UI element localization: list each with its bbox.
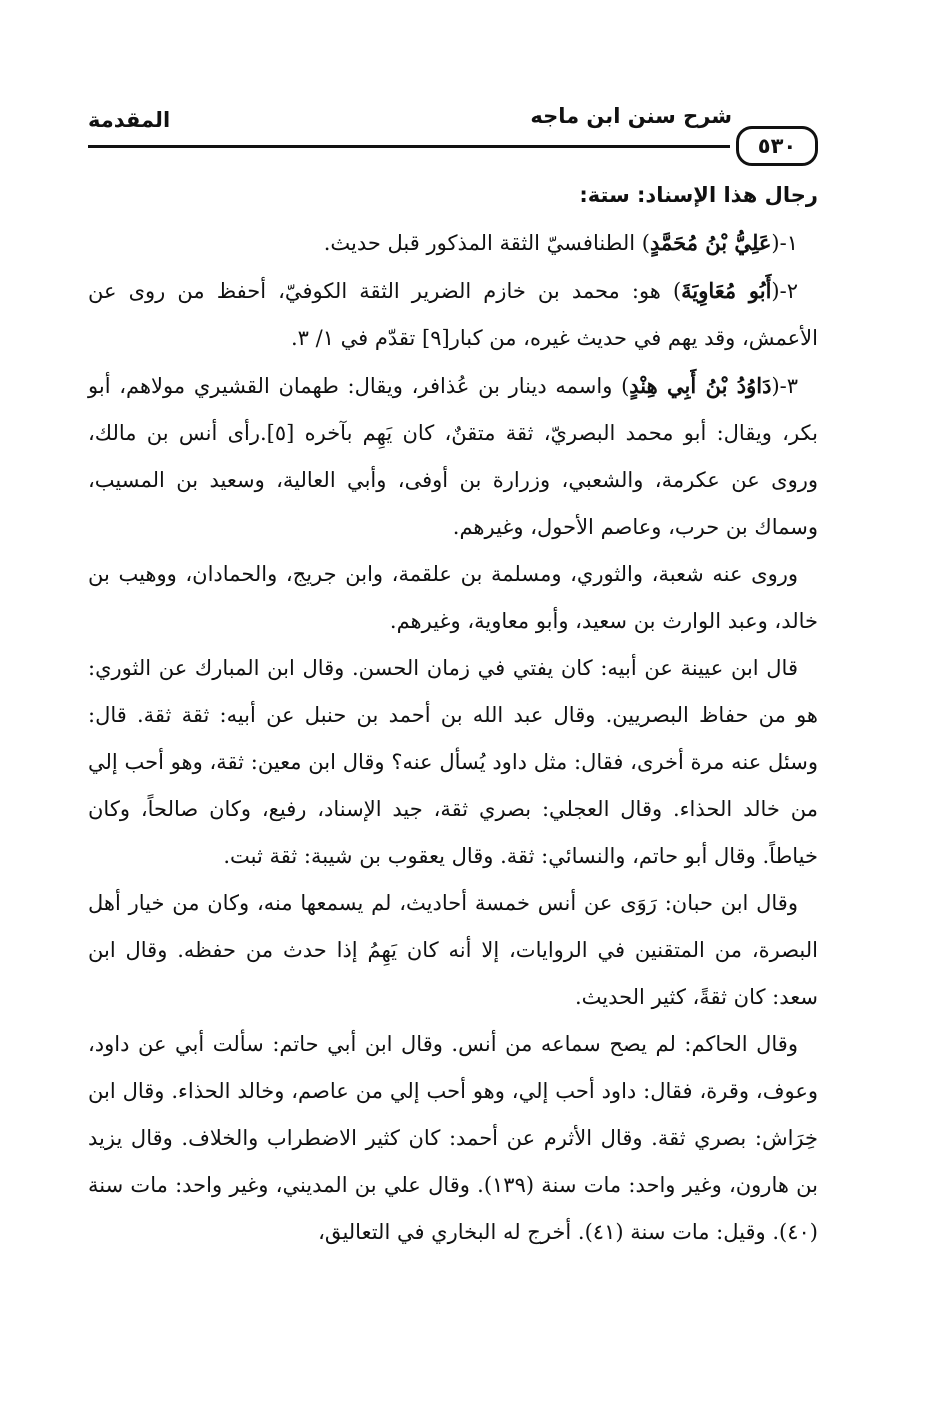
narrator-entry-1 xyxy=(88,219,818,267)
entry-text: ) واسمه دينار بن عُذافر، ويقال: طهمان القشيري مولاهم، أبو بكر، ويقال: أبو محمد البصريّ، ثقة متقنٌ، كان يَهِم بآخره [٥].رأى أنس بن مالك، وروى عن عكرمة، والشعبي، وزرارة بن أوفى، وأبي العالية، وسعيد بن المسيب، وسماك بن حرب، وعاصم الأحول، وغيرهم. xyxy=(88,374,818,539)
narrator-entry-2 xyxy=(88,267,818,362)
page-body xyxy=(88,172,818,1256)
header-divider xyxy=(88,145,730,148)
paragraph-praise: قال ابن عيينة عن أبيه: كان يفتي في زمان الحسن. وقال ابن المبارك عن الثوري: هو من حفاظ البصريين. وقال عبد الله بن أحمد بن حنبل عن أبيه: ثقة ثقة. قال: وسئل عنه مرة أخرى، فقال: مثل داود يُسأل عنه؟ وقال ابن معين: ثقة، وهو أحب إلي من خالد الحذاء. وقال العجلي: بصري ثقة، جيد الإسناد، رفيع، وكان صالحاً، وكان خياطاً. وقال أبو حاتم، والنسائي: ثقة. وقال يعقوب بن شيبة: ثقة ثبت. xyxy=(88,656,818,868)
section-title: رجال هذا الإسناد: ستة: xyxy=(579,183,818,207)
section-name: المقدمة xyxy=(88,108,171,132)
narrator-entry-3 xyxy=(88,362,818,551)
narrator-name: عَلِيُّ بْنُ مُحَمَّدٍ xyxy=(650,230,772,255)
paragraph-death-dates: وقال الحاكم: لم يصح سماعه من أنس. وقال ابن أبي حاتم: سألت أبي عن داود، وعوف، وقرة، فقال: داود أحب إلي، وهو أحب إلي من عاصم، وخالد الحذاء. وقال ابن خِرَاش: بصري ثقة. وقال الأثرم عن أحمد: كان كثير الاضطراب والخلاف. وقال يزيد بن هارون، وغير واحد: مات سنة (١٣٩). وقال علي بن المديني، وغير واحد: مات سنة (٤٠). وقيل: مات سنة (٤١). أخرج له البخاري في التعاليق، xyxy=(88,1032,818,1244)
book-title: شرح سنن ابن ماجه xyxy=(530,104,732,128)
entry-prefix: ٣-( xyxy=(771,374,799,398)
page-number: ٥٣٠ xyxy=(736,126,818,166)
entry-text: ) هو: محمد بن خازم الضرير الثقة الكوفيّ، أحفظ من روى عن الأعمش، وقد يهم في حديث غيره، من كبار[٩] تقدّم في ١/ ٣. xyxy=(88,279,818,350)
entry-prefix: ٢-( xyxy=(771,279,798,303)
page-header xyxy=(88,100,818,160)
paragraph-ibn-hibban: وقال ابن حبان: رَوَى عن أنس خمسة أحاديث، لم يسمعها منه، وكان من خيار أهل البصرة، من المتقنين في الروايات، إلا أنه كان يَهِمُ إذا حدث من حفظه. وقال ابن سعد: كان ثقةً، كثير الحديث. xyxy=(88,891,818,1009)
entry-text: ) الطنافسيّ الثقة المذكور قبل حديث. xyxy=(323,231,651,255)
narrator-name: أَبُو مُعَاوِيَةَ xyxy=(681,278,772,303)
entry-prefix: ١-( xyxy=(771,231,798,255)
narrator-name: دَاوُدُ بْنُ أَبِي هِنْدٍ xyxy=(629,373,772,398)
paragraph-students: وروى عنه شعبة، والثوري، ومسلمة بن علقمة، وابن جريج، والحمادان، ووهيب بن خالد، وعبد الوارث بن سعيد، وأبو معاوية، وغيرهم. xyxy=(88,562,818,633)
